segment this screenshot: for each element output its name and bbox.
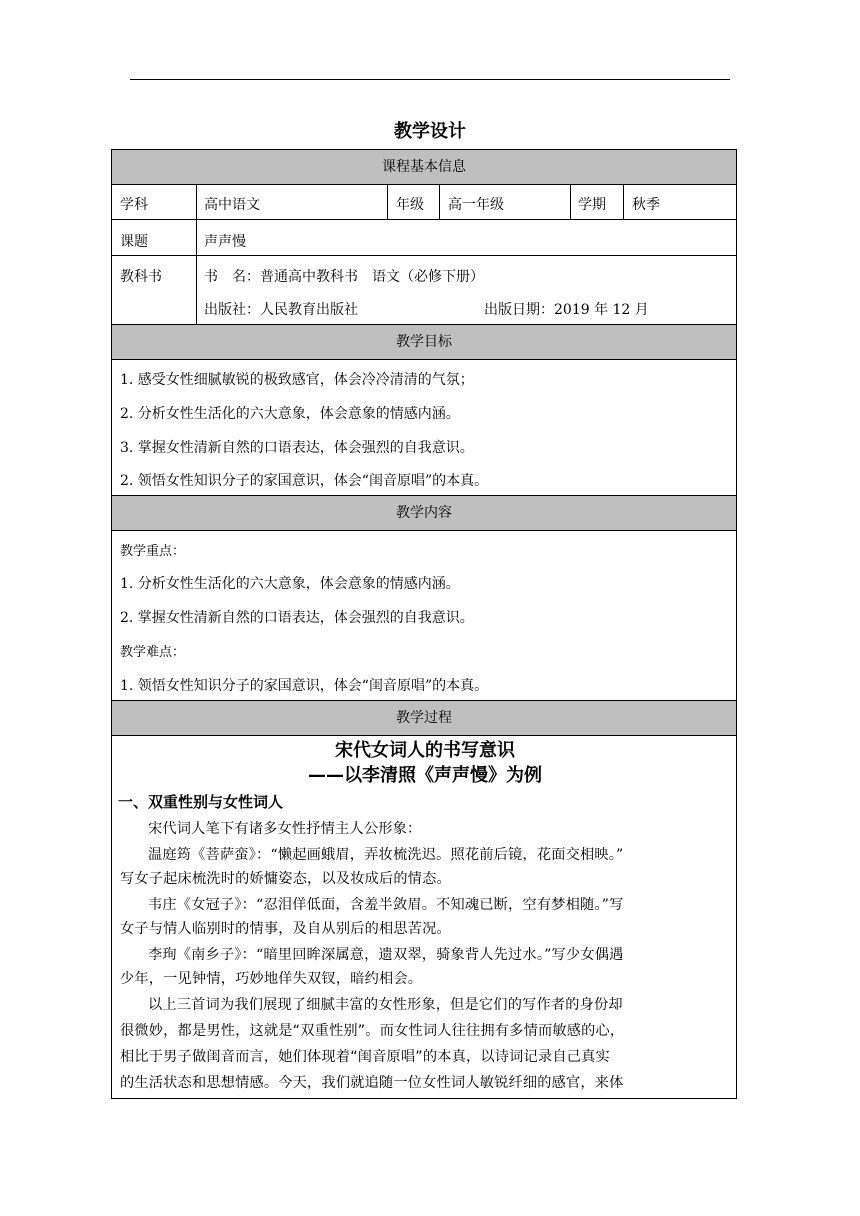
- body-line: 相比于男子做闺音而言，她们体现着“闺音原唱”的本真，以诗词记录自己真实: [120, 1049, 610, 1065]
- body-line: 少年，一见钟情，巧妙地佯失双钗，暗约相会。: [120, 971, 423, 987]
- body-line: 以上三首词为我们展现了细腻丰富的女性形象，但是它们的写作者的身份却: [148, 997, 623, 1013]
- process-header: 教学过程: [112, 700, 736, 736]
- topic-label: 课题: [120, 234, 148, 250]
- column-divider: [623, 184, 624, 219]
- goal-item: 1. 感受女性细腻敏锐的极致感官，体会冷冷清清的气氛；: [120, 372, 474, 388]
- goal-item: 3. 掌握女性清新自然的口语表达，体会强烈的自我意识。: [120, 440, 474, 456]
- key-points-label: 教学重点：: [120, 544, 186, 559]
- column-divider: [196, 184, 197, 324]
- body-line: 韦庄《女冠子》：“忍泪佯低面，含羞半敛眉。不知魂已断，空有梦相随。”写: [148, 897, 624, 913]
- difficult-points-label: 教学难点：: [120, 645, 186, 660]
- topic-value: 声声慢: [204, 234, 246, 250]
- body-line: 温庭筠《菩萨蛮》：“懒起画蛾眉，弄妆梳洗迟。照花前后镜，花面交相映。”: [148, 847, 624, 863]
- basic-info-header: 课程基本信息: [112, 149, 736, 185]
- textbook-pub-date: 出版日期：2019 年 12 月: [484, 302, 649, 318]
- textbook-name: 书 名：普通高中教科书 语文（必修下册）: [204, 269, 484, 285]
- body-line: 写女子起床梳洗时的娇慵姿态，以及妆成后的情态。: [120, 871, 451, 887]
- content-header: 教学内容: [112, 495, 736, 531]
- textbook-publisher: 出版社：人民教育出版社: [204, 302, 358, 318]
- body-line: 的生活状态和思想情感。今天，我们就追随一位女性词人敏锐纤细的感官，来体: [120, 1075, 624, 1091]
- body-line: 很微妙，都是男性，这就是“双重性别”。而女性词人往往拥有多情而敏感的心，: [120, 1023, 625, 1039]
- subject-value: 高中语文: [204, 197, 260, 213]
- key-point-item: 1. 分析女性生活化的六大意象，体会意象的情感内涵。: [120, 576, 460, 592]
- process-subtitle: ——以李清照《声声慢》为例: [308, 765, 542, 786]
- column-divider: [439, 184, 440, 219]
- column-divider: [387, 184, 388, 219]
- key-point-item: 2. 掌握女性清新自然的口语表达，体会强烈的自我意识。: [120, 610, 474, 626]
- body-line: 女子与情人临别时的情事，及自从别后的相思苦况。: [120, 921, 451, 937]
- textbook-label: 教科书: [120, 269, 162, 285]
- document-title: 教学设计: [394, 121, 466, 142]
- row-divider: [112, 219, 736, 220]
- difficult-point-item: 1. 领悟女性知识分子的家国意识，体会“闺音原唱”的本真。: [120, 678, 489, 694]
- term-value: 秋季: [632, 197, 660, 213]
- subject-label: 学科: [120, 197, 148, 213]
- goal-item: 2. 领悟女性知识分子的家国意识，体会“闺音原唱”的本真。: [120, 473, 489, 489]
- grade-value: 高一年级: [448, 197, 504, 213]
- body-line: 李珣《南乡子》：“暗里回眸深属意，遗双翠，骑象背人先过水。”写少女偶遇: [148, 947, 624, 963]
- term-label: 学期: [578, 197, 606, 213]
- header-rule: [130, 79, 730, 80]
- goal-item: 2. 分析女性生活化的六大意象，体会意象的情感内涵。: [120, 406, 460, 422]
- lesson-table: [111, 149, 737, 1099]
- body-line: 宋代词人笔下有诸多女性抒情主人公形象：: [148, 821, 422, 837]
- row-divider: [112, 255, 736, 256]
- process-title: 宋代女词人的书写意识: [335, 740, 515, 761]
- section-heading: 一、双重性别与女性词人: [118, 793, 284, 811]
- grade-label: 年级: [396, 197, 424, 213]
- goals-header: 教学目标: [112, 324, 736, 360]
- column-divider: [570, 184, 571, 219]
